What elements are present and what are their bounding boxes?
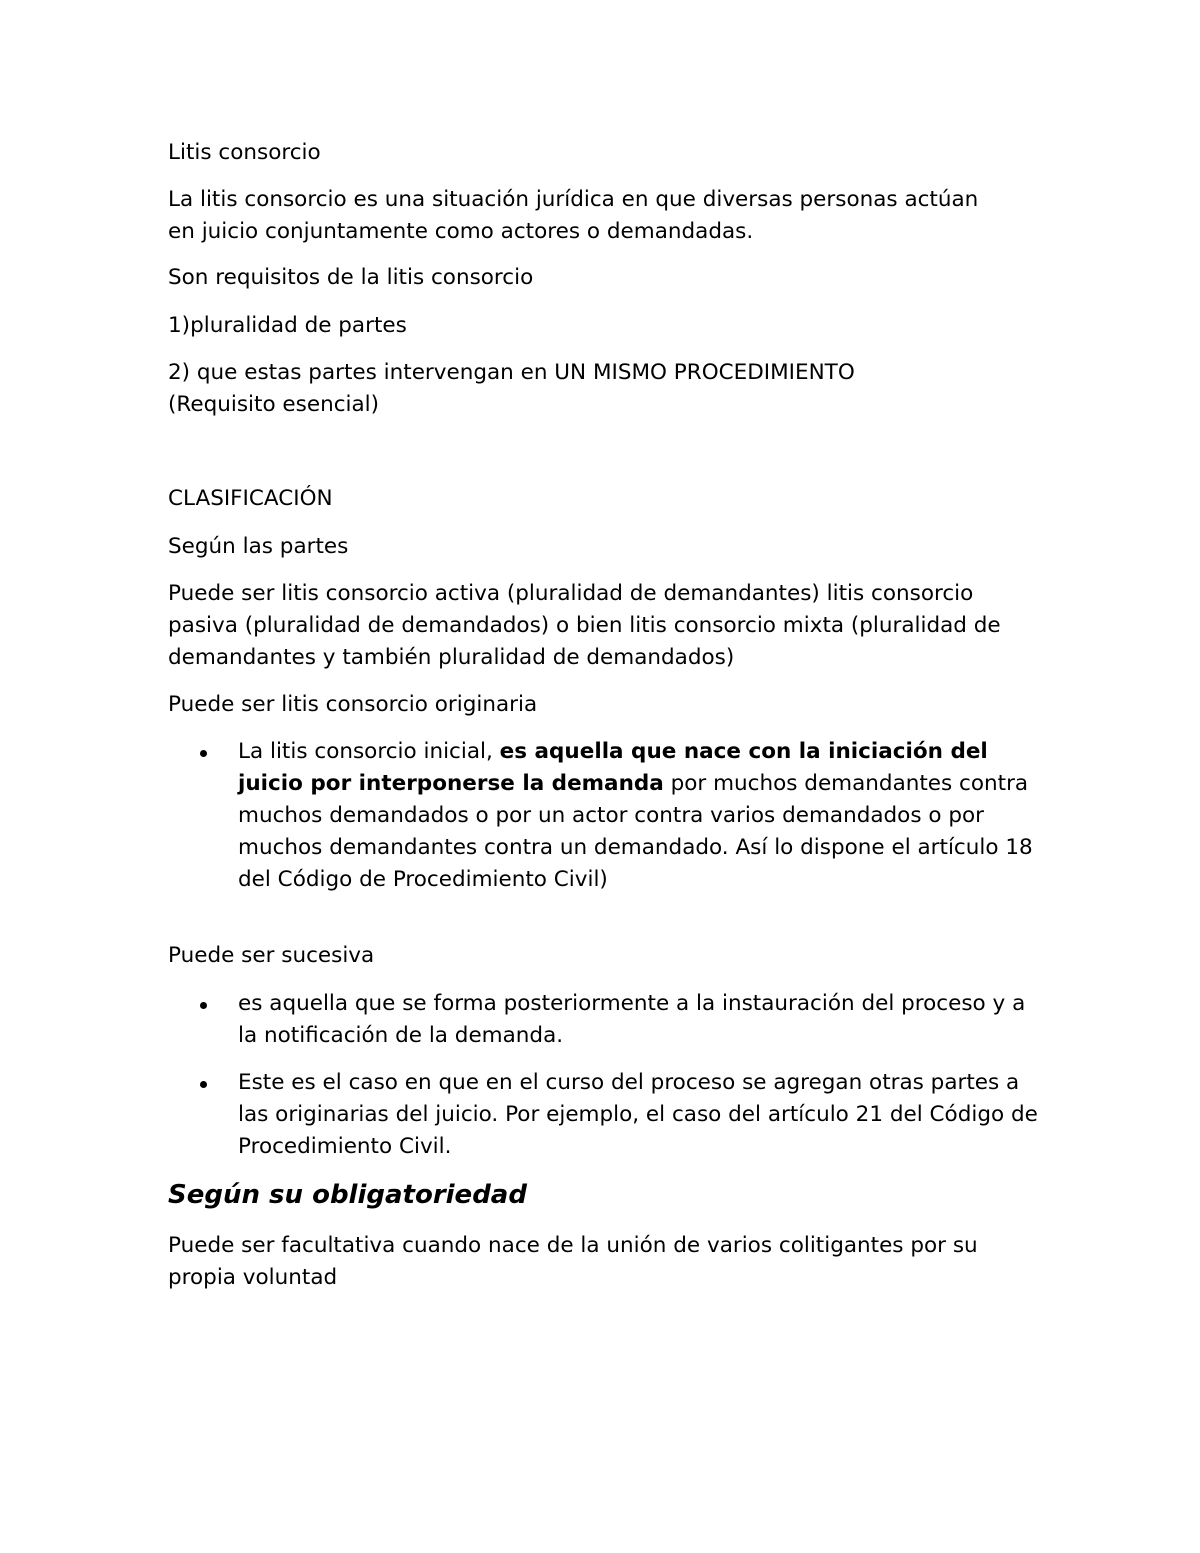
requirements-intro: Son requisitos de la litis consorcio [168,265,534,290]
by-parties-paragraph: Puede ser litis consorcio activa (pluralidad de demandantes) litis consorcio pasiva (pluralidad de demandados) o bien litis consorcio mixta (pluralidad de demandantes y también pluralidad de demandados) [168,581,1001,670]
bullet-icon [200,1002,207,1009]
bullet-text-start: La litis consorcio inicial, [238,739,500,764]
classification-heading: CLASIFICACIÓN [168,486,333,511]
bullet-text-end: por muchos demandantes contra muchos demandados o por un actor contra varios demandados o por muchos demandantes contra un demandado. Así lo dispone el artículo 18 del Código de Procedimiento Civil) [238,771,1033,892]
bullet-text-bold: es aquella que nace con la iniciación del juicio por interponerse la demanda [238,739,988,796]
list-item [168,988,1048,1052]
facultativa-paragraph: Puede ser facultativa cuando nace de la unión de varios colitigantes por su propia voluntad [168,1233,978,1290]
bullet-text: es aquella que se forma posteriormente a la instauración del proceso y a la notificación de la demanda. [238,991,1026,1048]
bullet-icon [200,750,207,757]
list-item [168,736,1048,896]
document-title: Litis consorcio [168,140,321,165]
originaria-intro: Puede ser litis consorcio originaria [168,692,538,717]
bullet-text: Este es el caso en que en el curso del proceso se agregan otras partes a las originarias del juicio. Por ejemplo, el caso del artículo 21 del Código de Procedimiento Civil. [238,1070,1038,1159]
definition-paragraph: La litis consorcio es una situación jurídica en que diversas personas actúan en juicio conjuntamente como actores o demandadas. [168,187,979,244]
requirement-1: 1)pluralidad de partes [168,313,407,338]
sucesiva-bullet-list [168,988,1048,1052]
by-parties-subheading: Según las partes [168,534,349,559]
originaria-bullet-list [168,736,1048,896]
obligatoriedad-heading: Según su obligatoriedad [168,1180,527,1210]
list-item [168,1067,1048,1163]
sucesiva-intro: Puede ser sucesiva [168,943,375,968]
bullet-icon [200,1081,207,1088]
requirement-2: 2) que estas partes intervengan en UN MISMO PROCEDIMIENTO (Requisito esencial) [168,360,855,417]
sucesiva-bullet-list-2 [168,1067,1048,1163]
